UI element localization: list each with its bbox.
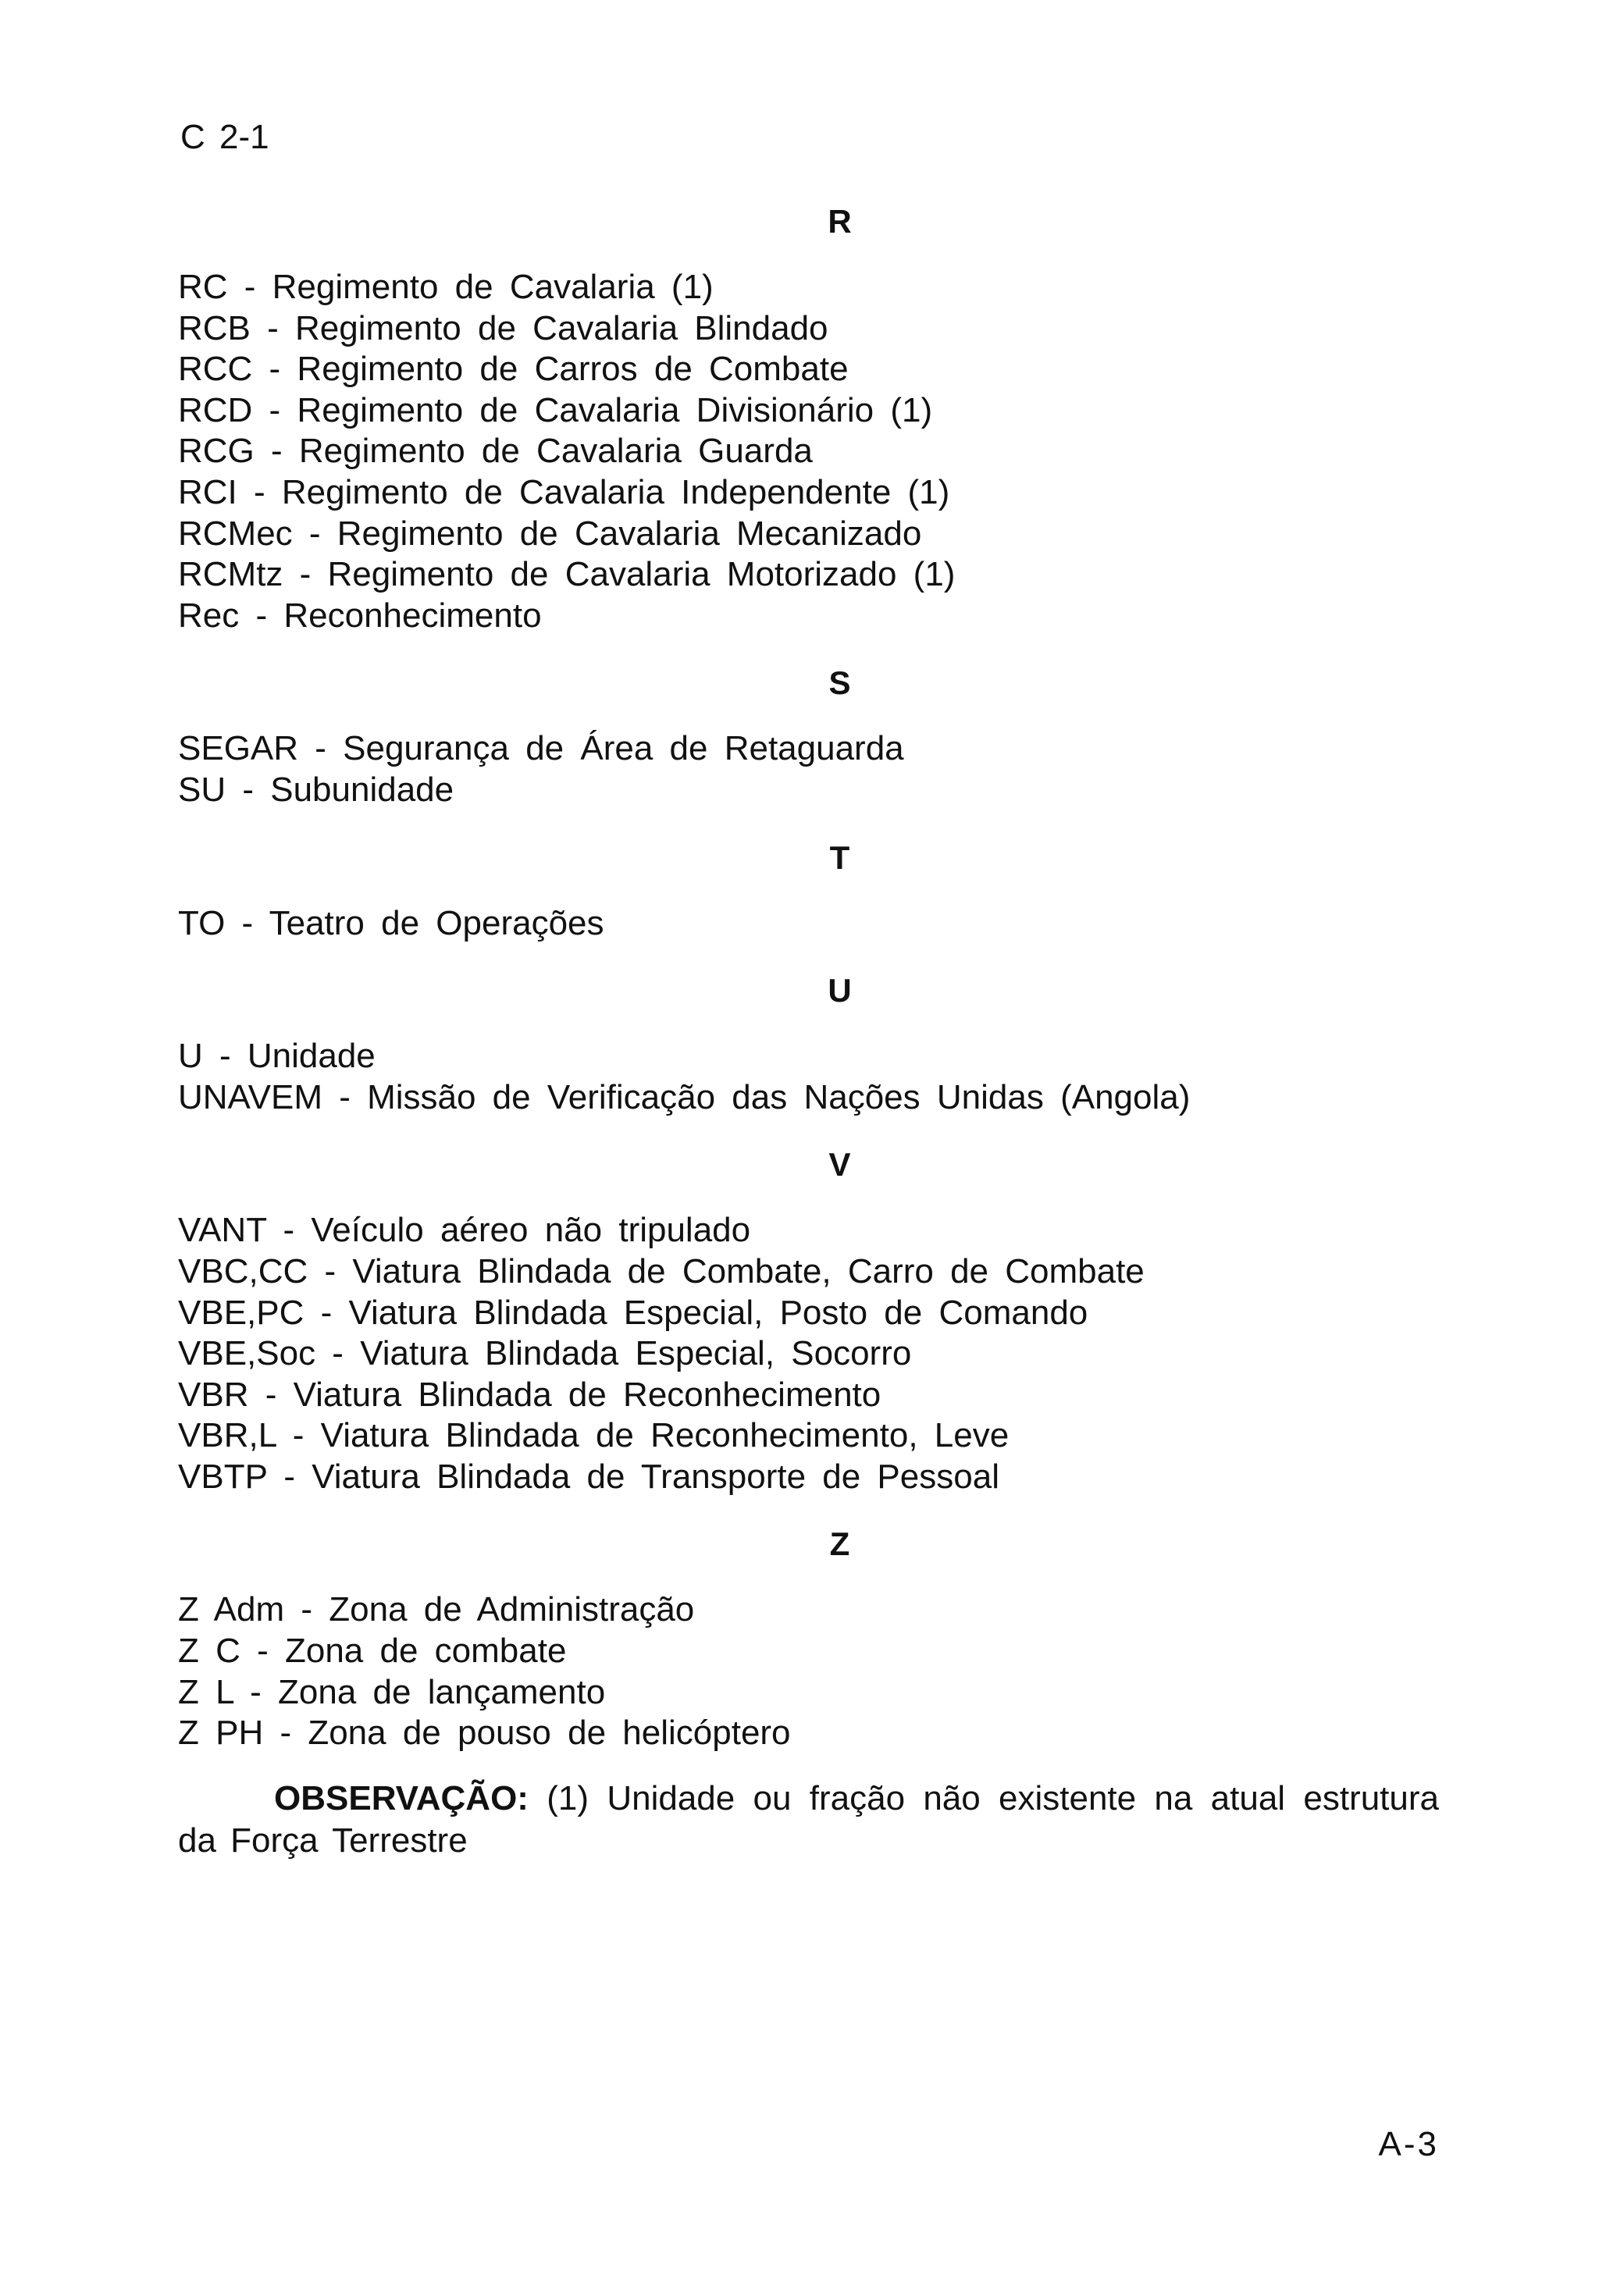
list-item: RCC - Regimento de Carros de Combate bbox=[178, 350, 849, 389]
list-item: RCI - Regimento de Cavalaria Independente (1) bbox=[178, 472, 950, 511]
section-letter: V bbox=[828, 1146, 851, 1184]
list-item: VBE,PC - Viatura Blindada Especial, Posto de Comando bbox=[178, 1293, 1088, 1332]
section-s bbox=[178, 663, 1439, 810]
list-item: RCD - Regimento de Cavalaria Divisionário (1) bbox=[178, 390, 933, 429]
abbreviation-list bbox=[178, 201, 1439, 1896]
page-number: A-3 bbox=[1378, 2125, 1439, 2163]
list-item: Z PH - Zona de pouso de helicóptero bbox=[178, 1714, 791, 1753]
section-entries bbox=[178, 903, 1439, 945]
list-item: VBC,CC - Viatura Blindada de Combate, Carro de Combate bbox=[178, 1251, 1145, 1290]
section-entries bbox=[178, 1036, 1439, 1118]
section-r bbox=[178, 201, 1439, 636]
list-item: RCG - Regimento de Cavalaria Guarda bbox=[178, 432, 813, 471]
section-letter: U bbox=[828, 972, 852, 1009]
list-item: VANT - Veículo aéreo não tripulado bbox=[178, 1211, 751, 1250]
list-item: UNAVEM - Missão de Verificação das Nações Unidas (Angola) bbox=[178, 1077, 1191, 1116]
section-letter: S bbox=[828, 664, 851, 702]
section-entries bbox=[178, 267, 1439, 636]
list-item: RC - Regimento de Cavalaria (1) bbox=[178, 268, 714, 306]
list-item: VBTP - Viatura Blindada de Transporte de Pessoal bbox=[178, 1457, 999, 1496]
section-v bbox=[178, 1144, 1439, 1497]
section-letter: T bbox=[829, 838, 850, 876]
section-z bbox=[178, 1524, 1439, 1753]
list-item: VBE,Soc - Viatura Blindada Especial, Socorro bbox=[178, 1334, 912, 1373]
list-item: Z L - Zona de lançamento bbox=[178, 1672, 606, 1711]
section-entries bbox=[178, 1589, 1439, 1753]
list-item: VBR,L - Viatura Blindada de Reconhecimento, Leve bbox=[178, 1416, 1010, 1455]
list-item: Rec - Reconhecimento bbox=[178, 596, 542, 635]
observation-label: OBSERVAÇÃO: bbox=[274, 1778, 529, 1817]
document-id: C 2-1 bbox=[180, 118, 269, 156]
list-item: RCMec - Regimento de Cavalaria Mecanizado bbox=[178, 514, 922, 553]
section-t bbox=[178, 838, 1439, 945]
list-item: RCMtz - Regimento de Cavalaria Motorizado (1) bbox=[178, 555, 956, 594]
list-item: RCB - Regimento de Cavalaria Blindado bbox=[178, 308, 828, 347]
section-entries bbox=[178, 1210, 1439, 1497]
observation-text: (1) Unidade ou fração não existente na atual estrutura da Força Terrestre bbox=[178, 1778, 1439, 1860]
list-item: TO - Teatro de Operações bbox=[178, 903, 604, 942]
section-entries bbox=[178, 728, 1439, 810]
list-item: Z C - Zona de combate bbox=[178, 1632, 567, 1671]
list-item: SU - Subunidade bbox=[178, 770, 454, 809]
section-letter: R bbox=[828, 203, 852, 240]
list-item: Z Adm - Zona de Administração bbox=[178, 1590, 695, 1629]
section-u bbox=[178, 970, 1439, 1118]
section-letter: Z bbox=[829, 1525, 850, 1563]
list-item: VBR - Viatura Blindada de Reconhecimento bbox=[178, 1375, 881, 1414]
list-item: U - Unidade bbox=[178, 1037, 376, 1076]
list-item: SEGAR - Segurança de Área de Retaguarda bbox=[178, 729, 904, 768]
observation-note bbox=[178, 1778, 1439, 1862]
